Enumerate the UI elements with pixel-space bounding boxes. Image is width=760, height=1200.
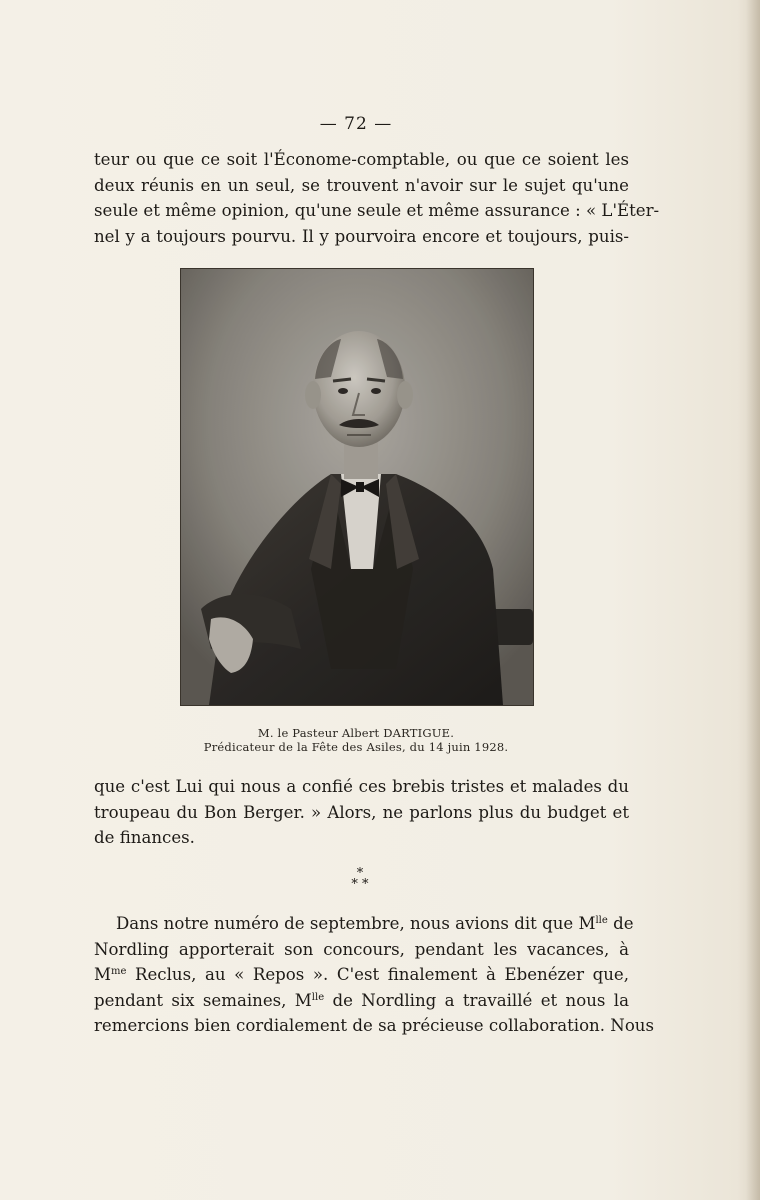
text-line: que c'est Lui qui nous a confié ces brebis tristes et malades du [94,777,629,796]
text-line: nel y a toujours pourvu. Il y pourvoira encore et toujours, puis- [94,226,629,246]
superscript: me [111,966,127,977]
text-line [94,988,629,1014]
superscript: lle [595,915,608,926]
text-line: Nordling apporterait son concours, pendant les vacances, à [94,939,629,959]
page-edge-shadow [746,0,760,1200]
paragraph-2 [94,774,629,851]
text-line: troupeau du Bon Berger. » Alors, ne parlons plus du budget et [94,802,629,822]
portrait-illustration [181,269,533,705]
text-fragment: M [94,965,111,984]
asterism-top: * [356,866,364,881]
page-number: — 72 — [319,114,393,134]
paragraph-3 [94,911,655,1039]
text-line: seule et même opinion, qu'une seule et même assurance : « L'Éter- [94,201,660,220]
asterism-bottom: * * [351,877,369,892]
text-line: teur ou que ce soit l'Économe-comptable, ou que ce soient les [94,150,629,169]
text-line: remercions bien cordialement de sa précieuse collaboration. Nous [94,1016,655,1035]
photo-caption-line-1: M. le Pasteur Albert DARTIGUE. [257,726,455,740]
asterism-divider [0,868,720,890]
text-fragment: de [607,914,634,933]
text-line: de finances. [94,828,195,847]
photo-caption-line-2: Prédicateur de la Fête des Asiles, du 14 juin 1928. [203,740,509,754]
superscript: lle [311,991,325,1003]
paragraph-1 [94,147,660,249]
text-fragment: Reclus, au « Repos ». C'est finalement à Ebenézer que, [126,965,629,984]
text-line: deux réunis en un seul, se trouvent n'avoir sur le sujet qu'une [94,175,629,195]
text-fragment: pendant six semaines, M [94,990,312,1010]
text-fragment: de Nordling a travaillé et nous la [324,990,629,1010]
text-line [94,911,634,937]
text-line [94,962,629,988]
text-fragment: Dans notre numéro de septembre, nous avions dit que M [116,914,596,933]
portrait-photograph [180,268,534,706]
